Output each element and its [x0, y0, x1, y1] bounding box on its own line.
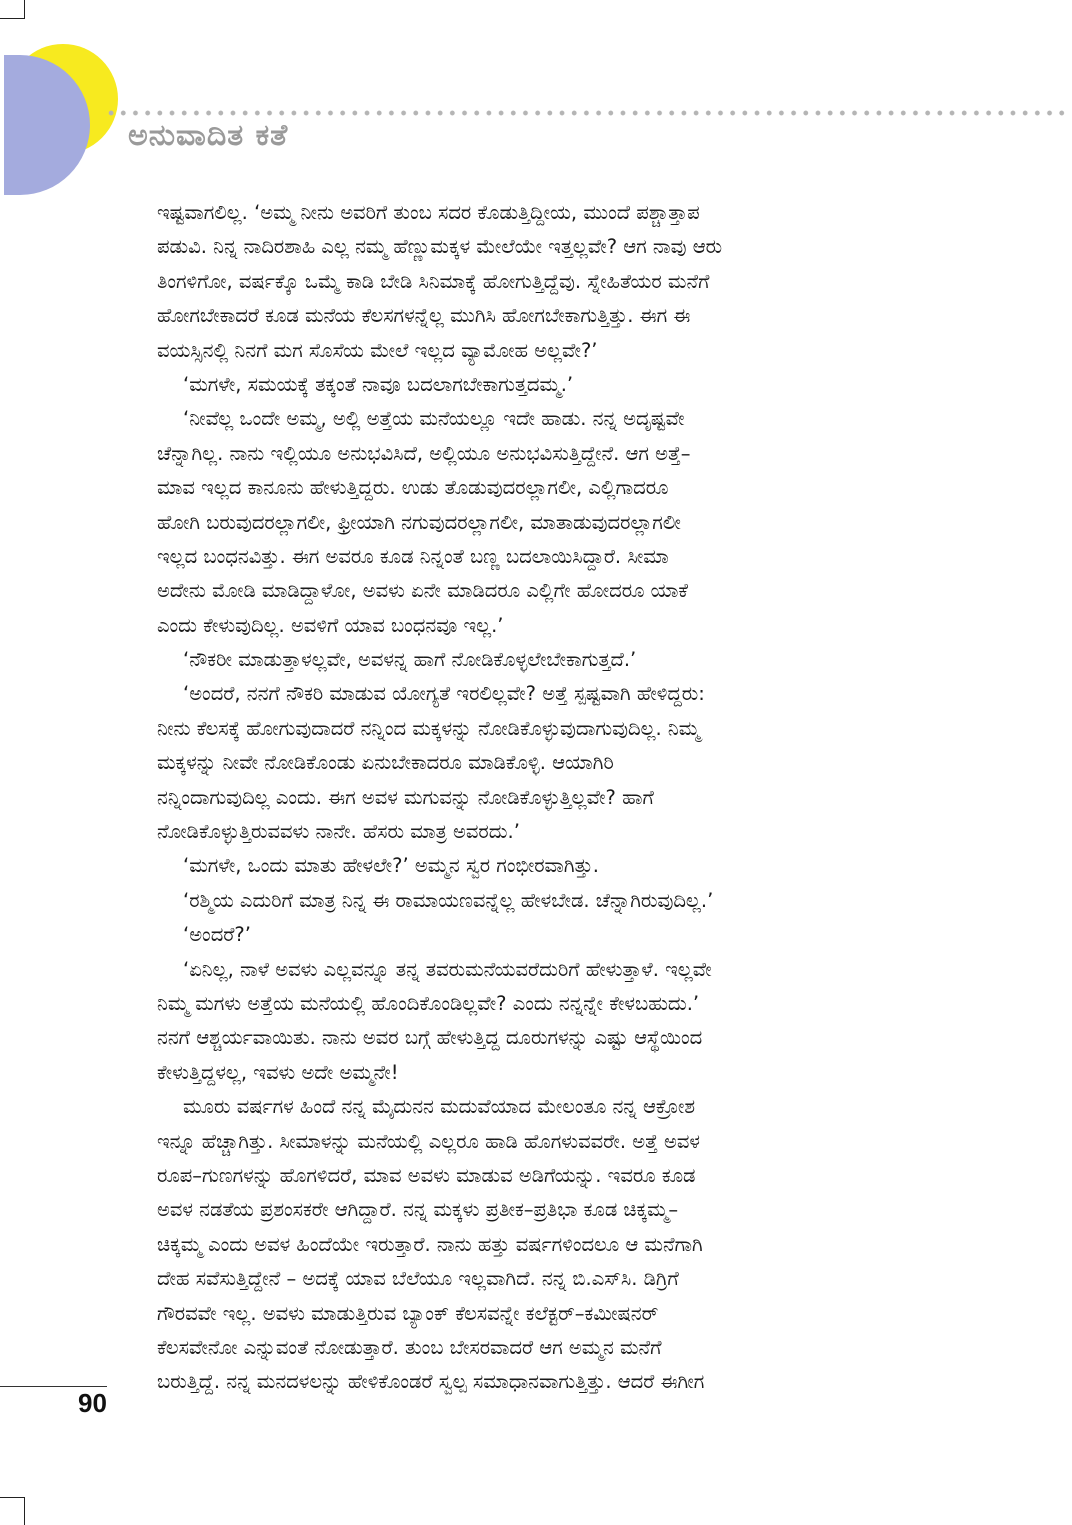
text-line: ರೂಪ–ಗುಣಗಳನ್ನು ಹೊಗಳಿದರೆ, ಮಾವ ಅವಳು ಮಾಡುವ ಅಡಿಗೆಯನ್ನು. ಇವರೂ ಕೂಡ [157, 1163, 696, 1187]
text-line: ಚೆನ್ನಾಗಿಲ್ಲ. ನಾನು ಇಲ್ಲಿಯೂ ಅನುಭವಿಸಿದೆ, ಅಲ್ಲಿಯೂ ಅನುಭವಿಸುತ್ತಿದ್ದೇನೆ. ಆಗ ಅತ್ತೆ– [157, 441, 691, 465]
text-line: ಬರುತ್ತಿದ್ದೆ. ನನ್ನ ಮನದಳಲನ್ನು ಹೇಳಿಕೊಂಡರೆ ಸ್ವಲ್ಪ ಸಮಾಧಾನವಾಗುತ್ತಿತ್ತು. ಆದರೆ ಈಗೀಗ [157, 1370, 705, 1394]
text-line: ನೋಡಿಕೊಳ್ಳುತ್ತಿರುವವಳು ನಾನೇ. ಹೆಸರು ಮಾತ್ರ ಅವರದು.’ [157, 820, 520, 844]
text-line: ಇನ್ನೂ ಹೆಚ್ಚಾಗಿತ್ತು. ಸೀಮಾಳನ್ನು ಮನೆಯಲ್ಲಿ ಎಲ್ಲರೂ ಹಾಡಿ ಹೊಗಳುವವರೇ. ಅತ್ತೆ ಅವಳ [157, 1129, 701, 1153]
story-text [157, 196, 897, 1400]
footer-rule [0, 1386, 107, 1387]
text-line: ಪಡುವಿ. ನಿನ್ನ ನಾದಿರಶಾಹಿ ಎಲ್ಲ ನಮ್ಮ ಹೆಣ್ಣುಮಕ್ಕಳ ಮೇಲೆಯೇ ಇತ್ತಲ್ಲವೇ? ಆಗ ನಾವು ಆರು [157, 235, 723, 259]
text-line: ‘ಏನಿಲ್ಲ, ನಾಳೆ ಅವಳು ಎಲ್ಲವನ್ನೂ ತನ್ನ ತವರುಮನೆಯವರೆದುರಿಗೆ ಹೇಳುತ್ತಾಳೆ. ಇಲ್ಲವೇ [183, 957, 712, 981]
text-line: ನನಗೆ ಆಶ್ಚರ್ಯವಾಯಿತು. ನಾನು ಅವರ ಬಗ್ಗೆ ಹೇಳುತ್ತಿದ್ದ ದೂರುಗಳನ್ನು ಎಷ್ಟು ಆಸ್ಥೆಯಿಂದ [157, 1026, 703, 1050]
text-line: ಮೂರು ವರ್ಷಗಳ ಹಿಂದೆ ನನ್ನ ಮೈದುನನ ಮದುವೆಯಾದ ಮೇಲಂತೂ ನನ್ನ ಆಕ್ರೋಶ [183, 1095, 696, 1119]
text-line: ದೇಹ ಸವೆಸುತ್ತಿದ್ದೇನೆ – ಅದಕ್ಕೆ ಯಾವ ಬೆಲೆಯೂ ಇಲ್ಲವಾಗಿದೆ. ನನ್ನ ಬಿ.ಎಸ್‌ಸಿ. ಡಿಗ್ರಿಗೆ [157, 1267, 679, 1291]
text-line: ಕೇಳುತ್ತಿದ್ದಳಲ್ಲ, ಇವಳು ಅದೇ ಅಮ್ಮನೇ! [157, 1060, 399, 1084]
section-title: ಅನುವಾದಿತ ಕತೆ [128, 118, 289, 153]
text-line: ಗೌರವವೇ ಇಲ್ಲ. ಅವಳು ಮಾಡುತ್ತಿರುವ ಬ್ಯಾಂಕ್ ಕೆಲಸವನ್ನೇ ಕಲೆಕ್ಟರ್–ಕಮೀಷನರ್ [157, 1301, 659, 1325]
text-line: ‘ರಶ್ಮಿಯ ಎದುರಿಗೆ ಮಾತ್ರ ನಿನ್ನ ಈ ರಾಮಾಯಣವನ್ನೆಲ್ಲ ಹೇಳಬೇಡ. ಚೆನ್ನಾಗಿರುವುದಿಲ್ಲ.’ [183, 888, 714, 912]
text-line: ಹೋಗಬೇಕಾದರೆ ಕೂಡ ಮನೆಯ ಕೆಲಸಗಳನ್ನೆಲ್ಲ ಮುಗಿಸಿ ಹೋಗಬೇಕಾಗುತ್ತಿತ್ತು. ಈಗ ಈ [157, 304, 691, 328]
text-line: ಅದೇನು ಮೋಡಿ ಮಾಡಿದ್ದಾಳೋ, ಅವಳು ಏನೇ ಮಾಡಿದರೂ ಎಲ್ಲಿಗೇ ಹೋದರೂ ಯಾಕೆ [157, 579, 688, 603]
text-line: ‘ಮಗಳೇ, ಒಂದು ಮಾತು ಹೇಳಲೇ?’ ಅಮ್ಮನ ಸ್ವರ ಗಂಭೀರವಾಗಿತ್ತು. [183, 854, 599, 878]
text-line: ತಿಂಗಳಿಗೋ, ವರ್ಷಕ್ಕೊ ಒಮ್ಮೆ ಕಾಡಿ ಬೇಡಿ ಸಿನಿಮಾಕ್ಕೆ ಹೋಗುತ್ತಿದ್ದೆವು. ಸ್ನೇಹಿತೆಯರ ಮನೆಗೆ [157, 269, 710, 293]
text-line: ಅವಳ ನಡತೆಯ ಪ್ರಶಂಸಕರೇ ಆಗಿದ್ದಾರೆ. ನನ್ನ ಮಕ್ಕಳು ಪ್ರತೀಕ–ಪ್ರತಿಭಾ ಕೂಡ ಚಿಕ್ಕಮ್ಮ– [157, 1198, 679, 1222]
text-line: ನೀನು ಕೆಲಸಕ್ಕೆ ಹೋಗುವುದಾದರೆ ನನ್ನಿಂದ ಮಕ್ಕಳನ್ನು ನೋಡಿಕೊಳ್ಳುವುದಾಗುವುದಿಲ್ಲ. ನಿಮ್ಮ [157, 716, 700, 740]
text-line: ಕೆಲಸವೇನೋ ಎನ್ನುವಂತೆ ನೋಡುತ್ತಾರೆ. ತುಂಬ ಬೇಸರವಾದರೆ ಆಗ ಅಮ್ಮನ ಮನೆಗೆ [157, 1335, 662, 1359]
text-line: ವಯಸ್ಸಿನಲ್ಲಿ ನಿನಗೆ ಮಗ ಸೊಸೆಯ ಮೇಲೆ ಇಲ್ಲದ ವ್ಯಾಮೋಹ ಅಲ್ಲವೇ?’ [157, 338, 598, 362]
text-line: ನನ್ನಿಂದಾಗುವುದಿಲ್ಲ ಎಂದು. ಈಗ ಅವಳ ಮಗುವನ್ನು ನೋಡಿಕೊಳ್ಳುತ್ತಿಲ್ಲವೇ? ಹಾಗೆ [157, 785, 654, 809]
text-line: ಮಕ್ಕಳನ್ನು ನೀವೇ ನೋಡಿಕೊಂಡು ಏನುಬೇಕಾದರೂ ಮಾಡಿಕೊಳ್ಳಿ. ಆಯಾಗಿರಿ [157, 751, 614, 775]
text-line: ಇಲ್ಲದ ಬಂಧನವಿತ್ತು. ಈಗ ಅವರೂ ಕೂಡ ನಿನ್ನಂತೆ ಬಣ್ಣ ಬದಲಾಯಿಸಿದ್ದಾರೆ. ಸೀಮಾ [157, 544, 669, 568]
crop-mark-top-horizontal [0, 18, 25, 19]
text-line: ‘ಅಂದರೆ, ನನಗೆ ನೌಕರಿ ಮಾಡುವ ಯೋಗ್ಯತೆ ಇರಲಿಲ್ಲವೇ? ಅತ್ತೆ ಸ್ಪಷ್ಟವಾಗಿ ಹೇಳಿದ್ದರು: [183, 682, 705, 706]
text-line: ಹೋಗಿ ಬರುವುದರಲ್ಲಾಗಲೀ, ಫ್ರೀಯಾಗಿ ನಗುವುದರಲ್ಲಾಗಲೀ, ಮಾತಾಡುವುದರಲ್ಲಾಗಲೀ [157, 510, 681, 534]
crop-mark-top-vertical [24, 0, 25, 18]
text-line: ‘ಮಗಳೇ, ಸಮಯಕ್ಕೆ ತಕ್ಕಂತೆ ನಾವೂ ಬದಲಾಗಬೇಕಾಗುತ್ತದಮ್ಮ.’ [183, 372, 574, 396]
crop-mark-bottom-horizontal [0, 1497, 25, 1498]
text-line: ಇಷ್ಟವಾಗಲಿಲ್ಲ. ‘ಅಮ್ಮ ನೀನು ಅವರಿಗೆ ತುಂಬ ಸದರ ಕೊಡುತ್ತಿದ್ದೀಯ, ಮುಂದೆ ಪಶ್ಚಾತ್ತಾಪ [157, 201, 700, 224]
text-line: ‘ನೀವೆಲ್ಲ ಒಂದೇ ಅಮ್ಮ, ಅಲ್ಲಿ ಅತ್ತೆಯ ಮನೆಯಲ್ಲೂ ಇದೇ ಹಾಡು. ನನ್ನ ಅದೃಷ್ಟವೇ [183, 407, 685, 431]
page-number: 90 [78, 1388, 107, 1418]
text-line: ಎಂದು ಕೇಳುವುದಿಲ್ಲ. ಅವಳಿಗೆ ಯಾವ ಬಂಧನವೂ ಇಲ್ಲ.’ [157, 613, 504, 637]
dotted-rule [105, 110, 1065, 116]
text-line: ‘ನೌಕರೀ ಮಾಡುತ್ತಾಳಲ್ಲವೇ, ಅವಳನ್ನ ಹಾಗೆ ನೋಡಿಕೊಳ್ಳಲೇಬೇಕಾಗುತ್ತದೆ.’ [183, 648, 637, 672]
crop-mark-bottom-vertical [24, 1497, 25, 1525]
text-line: ಮಾವ ಇಲ್ಲದ ಕಾನೂನು ಹೇಳುತ್ತಿದ್ದರು. ಉಡು ತೊಡುವುದರಲ್ಲಾಗಲೀ, ಎಲ್ಲಿಗಾದರೂ [157, 476, 669, 500]
text-line: ನಿಮ್ಮ ಮಗಳು ಅತ್ತೆಯ ಮನೆಯಲ್ಲಿ ಹೊಂದಿಕೊಂಡಿಲ್ಲವೇ? ಎಂದು ನನ್ನನ್ನೇ ಕೇಳಬಹುದು.’ [157, 991, 700, 1015]
text-line: ಚಿಕ್ಕಮ್ಮ ಎಂದು ಅವಳ ಹಿಂದೆಯೇ ಇರುತ್ತಾರೆ. ನಾನು ಹತ್ತು ವರ್ಷಗಳಿಂದಲೂ ಆ ಮನೆಗಾಗಿ [157, 1232, 703, 1256]
text-line: ‘ಅಂದರೆ?’ [183, 923, 251, 947]
